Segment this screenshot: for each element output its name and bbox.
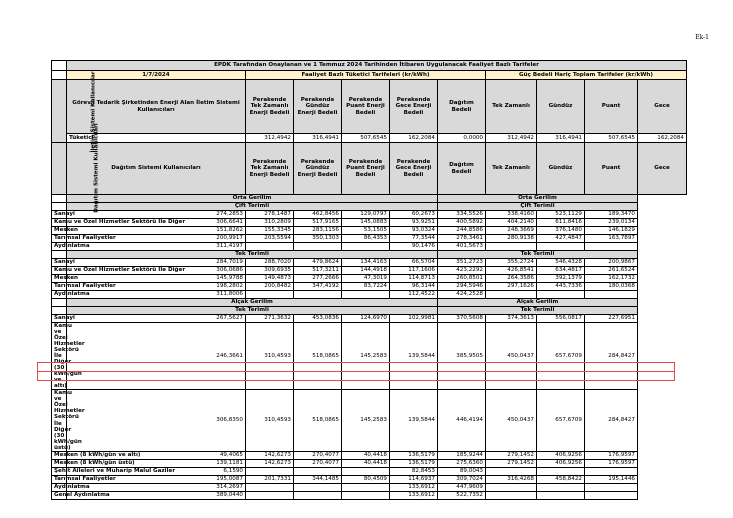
row-label: Kamu ve Özel Hizmetler Sektörü İle Diğer (30 kWh/gün üstü) — [52, 390, 67, 451]
page-label: Ek-1 — [695, 34, 709, 41]
value-cell: 239,0134 — [585, 219, 638, 227]
value-cell: 657,6709 — [537, 390, 585, 451]
value-cell: 344,1485 — [294, 475, 342, 483]
value-cell: 151,8262 — [67, 227, 246, 235]
value-cell: 611,8416 — [537, 219, 585, 227]
table-row — [52, 475, 687, 483]
value-cell: 144,4918 — [342, 267, 390, 275]
value-cell: 404,2140 — [486, 219, 537, 227]
value-cell: 518,0865 — [294, 390, 342, 451]
value-cell: 297,1626 — [486, 283, 537, 291]
value-cell: 351,2723 — [438, 259, 486, 267]
row-label: Kamu ve Özel Hizmetler Sektörü İle Diğer — [52, 267, 67, 275]
value-cell: 517,3211 — [294, 267, 342, 275]
value-cell: 112,4522 — [390, 291, 438, 299]
value-cell: 447,9609 — [438, 483, 486, 491]
table-title: EPDK Tarafından Onaylanan ve 1 Temmuz 2024 Tarihinden İtibaren Uygulanacak Faaliyet Bazlı Tarifeler — [67, 61, 687, 71]
value-cell: 385,9505 — [438, 323, 486, 390]
value-cell: 40,4418 — [342, 459, 390, 467]
value-cell: 458,8422 — [537, 475, 585, 483]
value-cell — [342, 491, 390, 499]
value-cell: 136,5179 — [390, 459, 438, 467]
value-cell: 423,2292 — [438, 267, 486, 275]
row-label: Sanayi — [52, 211, 67, 219]
value-cell: 155,3345 — [246, 227, 294, 235]
table-row — [52, 267, 687, 275]
col-header-c5: Dağıtım Bedeli — [438, 143, 486, 195]
value-cell: 523,1129 — [537, 211, 585, 219]
row-label: Tarımsal Faaliyetler — [52, 475, 67, 483]
value-cell: 443,7336 — [537, 283, 585, 291]
value-cell: 279,1452 — [486, 451, 537, 459]
value-cell: 261,6524 — [585, 267, 638, 275]
value-cell — [294, 483, 342, 491]
value-cell: 6,1590 — [67, 467, 246, 475]
value-cell: 248,3669 — [486, 227, 537, 235]
value-cell: 376,1480 — [537, 227, 585, 235]
value-cell: 185,9244 — [438, 451, 486, 459]
table-row — [52, 390, 687, 451]
value-cell — [486, 491, 537, 499]
value-cell: 424,2528 — [438, 291, 486, 299]
value-cell: 124,6970 — [342, 315, 390, 323]
value-cell: 314,2697 — [67, 483, 246, 491]
table-row — [52, 315, 687, 323]
value-cell: 114,6937 — [390, 475, 438, 483]
col-header-c9: Gece — [638, 143, 687, 195]
value-cell: 306,6641 — [67, 219, 246, 227]
value-cell: 278,3461 — [438, 235, 486, 243]
section-cift-terimli-right: Çift Terimli — [438, 203, 638, 211]
col-header-c6: Tek Zamanlı — [486, 143, 537, 195]
value-cell: 139,1181 — [67, 459, 246, 467]
value-cell: 200,9867 — [585, 259, 638, 267]
value-cell — [537, 291, 585, 299]
value-cell — [246, 243, 294, 251]
value-cell: 406,9256 — [537, 451, 585, 459]
value-cell — [486, 243, 537, 251]
value-cell: 142,6273 — [246, 451, 294, 459]
value-cell: 83,7224 — [342, 283, 390, 291]
value-cell: 284,8427 — [585, 390, 638, 451]
value-cell: 49,4065 — [67, 451, 246, 459]
value-cell: 163,7897 — [585, 235, 638, 243]
section-tek-terimli-right: Tek Terimli — [438, 251, 638, 259]
value-cell: 66,5704 — [390, 259, 438, 267]
value-cell: 246,3661 — [67, 323, 246, 390]
row-label: Tüketici — [67, 134, 246, 143]
value-cell: 145,2583 — [342, 323, 390, 390]
value-cell: 310,4593 — [246, 323, 294, 390]
value-cell — [585, 483, 638, 491]
col-header-c5: Dağıtım Bedeli — [438, 80, 486, 134]
value-cell: 280,9138 — [486, 235, 537, 243]
value-cell: 284,8427 — [585, 323, 638, 390]
value-cell: 401,5673 — [438, 243, 486, 251]
value-cell: 267,5627 — [67, 315, 246, 323]
value-cell: 40,4418 — [342, 451, 390, 459]
table-row — [52, 235, 687, 243]
table-row — [52, 459, 687, 467]
value-cell: 189,3470 — [585, 211, 638, 219]
section2-vertical-label: Dağıtım Sistemi Kullanıcıları — [52, 143, 67, 195]
section-ag-tek-terimli-right: Tek Terimli — [438, 307, 638, 315]
value-cell — [585, 491, 638, 499]
value-cell: 294,5946 — [438, 283, 486, 291]
value-cell: 77,3544 — [390, 235, 438, 243]
row-label: Mesken (8 kWh/gün üstü) — [52, 459, 67, 467]
value-cell — [246, 491, 294, 499]
value-cell: 136,5179 — [390, 451, 438, 459]
row-label: Aydınlatma — [52, 483, 67, 491]
row-label: Kamu ve Özel Hizmetler Sektörü İle Diğer — [52, 219, 67, 227]
section1-description: Görevli Tedarik Şirketinden Enerji Alan İletim Sistemi Kullanıcıları — [67, 80, 246, 134]
table-row — [52, 259, 687, 267]
value-cell: 278,1487 — [246, 211, 294, 219]
value-cell: 139,5844 — [390, 390, 438, 451]
section-ag-tek-terimli-left: Tek Terimli — [67, 307, 438, 315]
value-cell: 93,0324 — [390, 227, 438, 235]
section-alcak-gerilim-left: Alçak Gerilim — [67, 299, 438, 307]
value-cell: 350,1303 — [294, 235, 342, 243]
value-cell — [537, 243, 585, 251]
table-row — [52, 483, 687, 491]
value-cell — [585, 243, 638, 251]
row-label: Aydınlatma — [52, 243, 67, 251]
value-cell — [585, 291, 638, 299]
value-cell: 370,5608 — [438, 315, 486, 323]
value-cell: 518,0865 — [294, 323, 342, 390]
row-label: Mesken — [52, 275, 67, 283]
value-cell: 260,8501 — [438, 275, 486, 283]
value-cell — [294, 467, 342, 475]
col-header-c7: Gündüz — [537, 80, 585, 134]
value-cell: 479,8624 — [294, 259, 342, 267]
group1-header: Faaliyet Bazlı Tüketici Tarifeleri (kr/kWh) — [246, 71, 486, 80]
row-label: Sanayi — [52, 259, 67, 267]
value-cell: 338,4160 — [486, 211, 537, 219]
value-cell: 392,1379 — [537, 275, 585, 283]
section-orta-gerilim-right: Orta Gerilim — [438, 195, 638, 203]
value-cell: 311,8006 — [67, 291, 246, 299]
value-cell — [342, 291, 390, 299]
col-header-c3: Perakende Puant Enerji Bedeli — [342, 143, 390, 195]
value-cell: 203,5594 — [246, 235, 294, 243]
value-cell: 316,4268 — [486, 475, 537, 483]
section-tek-terimli-left: Tek Terimli — [67, 251, 438, 259]
group2-header: Güç Bedeli Hariç Toplam Tarifeler (kr/kWh) — [486, 71, 687, 80]
value-cell — [537, 467, 585, 475]
value-cell: 453,0836 — [294, 315, 342, 323]
value-cell: 400,5892 — [438, 219, 486, 227]
value-cell — [246, 467, 294, 475]
value-cell: 270,4077 — [294, 451, 342, 459]
value-cell: 309,6935 — [246, 267, 294, 275]
value-cell: 145,9788 — [67, 275, 246, 283]
value-cell — [294, 291, 342, 299]
value-cell — [342, 483, 390, 491]
section-orta-gerilim-left: Orta Gerilim — [67, 195, 438, 203]
date-cell: 1/7/2024 — [67, 71, 246, 80]
value-cell: 517,9165 — [294, 219, 342, 227]
row-label: Tarımsal Faaliyetler — [52, 235, 67, 243]
value-cell — [537, 483, 585, 491]
value-cell: 427,4847 — [537, 235, 585, 243]
value-cell: 96,3144 — [390, 283, 438, 291]
value-cell — [294, 243, 342, 251]
value-cell: 176,9597 — [585, 459, 638, 467]
value-cell: 47,3019 — [342, 275, 390, 283]
value-cell: 180,0368 — [585, 283, 638, 291]
value-cell: 117,1606 — [390, 267, 438, 275]
value-cell: 347,4192 — [294, 283, 342, 291]
value-cell: 277,2666 — [294, 275, 342, 283]
col-header-c1: Perakende Tek Zamanlı Enerji Bedeli — [246, 80, 294, 134]
value-cell: 53,1505 — [342, 227, 390, 235]
col-header-c4: Perakende Gece Enerji Bedeli — [390, 143, 438, 195]
value-cell — [342, 243, 390, 251]
value-cell: 462,8456 — [294, 211, 342, 219]
value-cell: 270,4077 — [294, 459, 342, 467]
value-cell: 406,9256 — [537, 459, 585, 467]
value-cell: 309,7024 — [438, 475, 486, 483]
row-label: Sanayi — [52, 315, 67, 323]
value-cell: 310,4593 — [246, 390, 294, 451]
value-cell: 264,3586 — [486, 275, 537, 283]
value-cell: 195,0087 — [67, 475, 246, 483]
row-label: Kamu ve Özel Hizmetler Sektörü İle Diğer (30 kWh/gün ve altı) — [52, 323, 67, 390]
value-cell: 283,1156 — [294, 227, 342, 235]
table-row — [52, 243, 687, 251]
col-header-c6: Tek Zamanlı — [486, 80, 537, 134]
col-header-c1: Perakende Tek Zamanlı Enerji Bedeli — [246, 143, 294, 195]
value-cell: 426,8541 — [486, 267, 537, 275]
col-header-c8: Puant — [585, 80, 638, 134]
value-cell: 446,4194 — [438, 390, 486, 451]
row-label: Genel Aydınlatma — [52, 491, 67, 499]
value-cell: 162,1732 — [585, 275, 638, 283]
value-cell: 60,2673 — [390, 211, 438, 219]
value-cell: 450,0437 — [486, 390, 537, 451]
value-cell: 89,0043 — [438, 467, 486, 475]
value-cell — [246, 291, 294, 299]
value-cell: 146,1829 — [585, 227, 638, 235]
value-cell: 139,5844 — [390, 323, 438, 390]
value-cell: 129,0797 — [342, 211, 390, 219]
value-cell: 244,8586 — [438, 227, 486, 235]
value-cell: 634,4817 — [537, 267, 585, 275]
table-row: Tüketici 312,4942 316,4941 507,6545 162,2084 0,0000 312,4942 316,4941 507,6545 162,2084 — [52, 134, 687, 143]
table-row — [52, 467, 687, 475]
value-cell: 311,4197 — [67, 243, 246, 251]
value-cell: 389,0440 — [67, 491, 246, 499]
section-alcak-gerilim-right: Alçak Gerilim — [438, 299, 638, 307]
value-cell: 82,8453 — [390, 467, 438, 475]
value-cell: 86,4353 — [342, 235, 390, 243]
value-cell: 522,7352 — [438, 491, 486, 499]
value-cell: 134,4163 — [342, 259, 390, 267]
value-cell: 279,1452 — [486, 459, 537, 467]
table-row — [52, 283, 687, 291]
row-label: Şehit Aileleri ve Muharip Malul Gaziler — [52, 467, 67, 475]
col-header-c8: Puant — [585, 143, 638, 195]
col-header-c7: Gündüz — [537, 143, 585, 195]
value-cell: 306,0686 — [67, 267, 246, 275]
col-header-c3: Perakende Puant Enerji Bedeli — [342, 80, 390, 134]
table-row — [52, 227, 687, 235]
value-cell — [246, 483, 294, 491]
value-cell: 450,0437 — [486, 323, 537, 390]
table-row — [52, 323, 687, 390]
value-cell: 310,2809 — [246, 219, 294, 227]
col-header-c2: Perakende Gündüz Enerji Bedeli — [294, 143, 342, 195]
value-cell: 90,1476 — [390, 243, 438, 251]
col-header-c4: Perakende Gece Enerji Bedeli — [390, 80, 438, 134]
section-cift-terimli-left: Çift Terimli — [67, 203, 438, 211]
value-cell: 284,7019 — [67, 259, 246, 267]
value-cell: 145,0883 — [342, 219, 390, 227]
value-cell — [585, 467, 638, 475]
value-cell: 275,6360 — [438, 459, 486, 467]
value-cell: 80,4509 — [342, 475, 390, 483]
section1-vertical-label: İletim Sistemi Kullanıcıları — [52, 80, 67, 143]
col-header-c2: Perakende Gündüz Enerji Bedeli — [294, 80, 342, 134]
value-cell: 195,1446 — [585, 475, 638, 483]
row-label: Mesken — [52, 227, 67, 235]
value-cell: 271,3632 — [246, 315, 294, 323]
value-cell: 133,6912 — [390, 491, 438, 499]
row-label: Mesken (8 kWh/gün ve altı) — [52, 451, 67, 459]
value-cell: 274,2853 — [67, 211, 246, 219]
tariff-table — [51, 60, 687, 500]
value-cell — [537, 491, 585, 499]
value-cell — [342, 467, 390, 475]
table-row — [52, 275, 687, 283]
value-cell: 133,6912 — [390, 483, 438, 491]
value-cell: 198,2802 — [67, 283, 246, 291]
value-cell: 288,7020 — [246, 259, 294, 267]
table-row — [52, 491, 687, 499]
value-cell — [486, 291, 537, 299]
value-cell: 93,9251 — [390, 219, 438, 227]
value-cell: 306,8350 — [67, 390, 246, 451]
value-cell: 114,8713 — [390, 275, 438, 283]
value-cell: 145,2583 — [342, 390, 390, 451]
table-row — [52, 291, 687, 299]
value-cell: 374,3613 — [486, 315, 537, 323]
tariff-table-wrapper — [51, 60, 686, 500]
value-cell: 149,4873 — [246, 275, 294, 283]
value-cell — [486, 467, 537, 475]
value-cell: 200,8482 — [246, 283, 294, 291]
row-label: Aydınlatma — [52, 291, 67, 299]
value-cell: 201,7331 — [246, 475, 294, 483]
table-row — [52, 219, 687, 227]
value-cell — [486, 483, 537, 491]
value-cell: 556,0817 — [537, 315, 585, 323]
value-cell: 546,4328 — [537, 259, 585, 267]
value-cell: 200,9917 — [67, 235, 246, 243]
value-cell — [294, 491, 342, 499]
value-cell: 657,6709 — [537, 323, 585, 390]
value-cell: 142,6273 — [246, 459, 294, 467]
value-cell: 355,2724 — [486, 259, 537, 267]
row-label: Tarımsal Faaliyetler — [52, 283, 67, 291]
value-cell: 176,9597 — [585, 451, 638, 459]
section2-description: Dağıtım Sistemi Kullanıcıları — [67, 143, 246, 195]
table-row — [52, 211, 687, 219]
col-header-c9: Gece — [638, 80, 687, 134]
value-cell: 227,6951 — [585, 315, 638, 323]
value-cell: 334,5526 — [438, 211, 486, 219]
table-row — [52, 451, 687, 459]
value-cell: 102,9981 — [390, 315, 438, 323]
